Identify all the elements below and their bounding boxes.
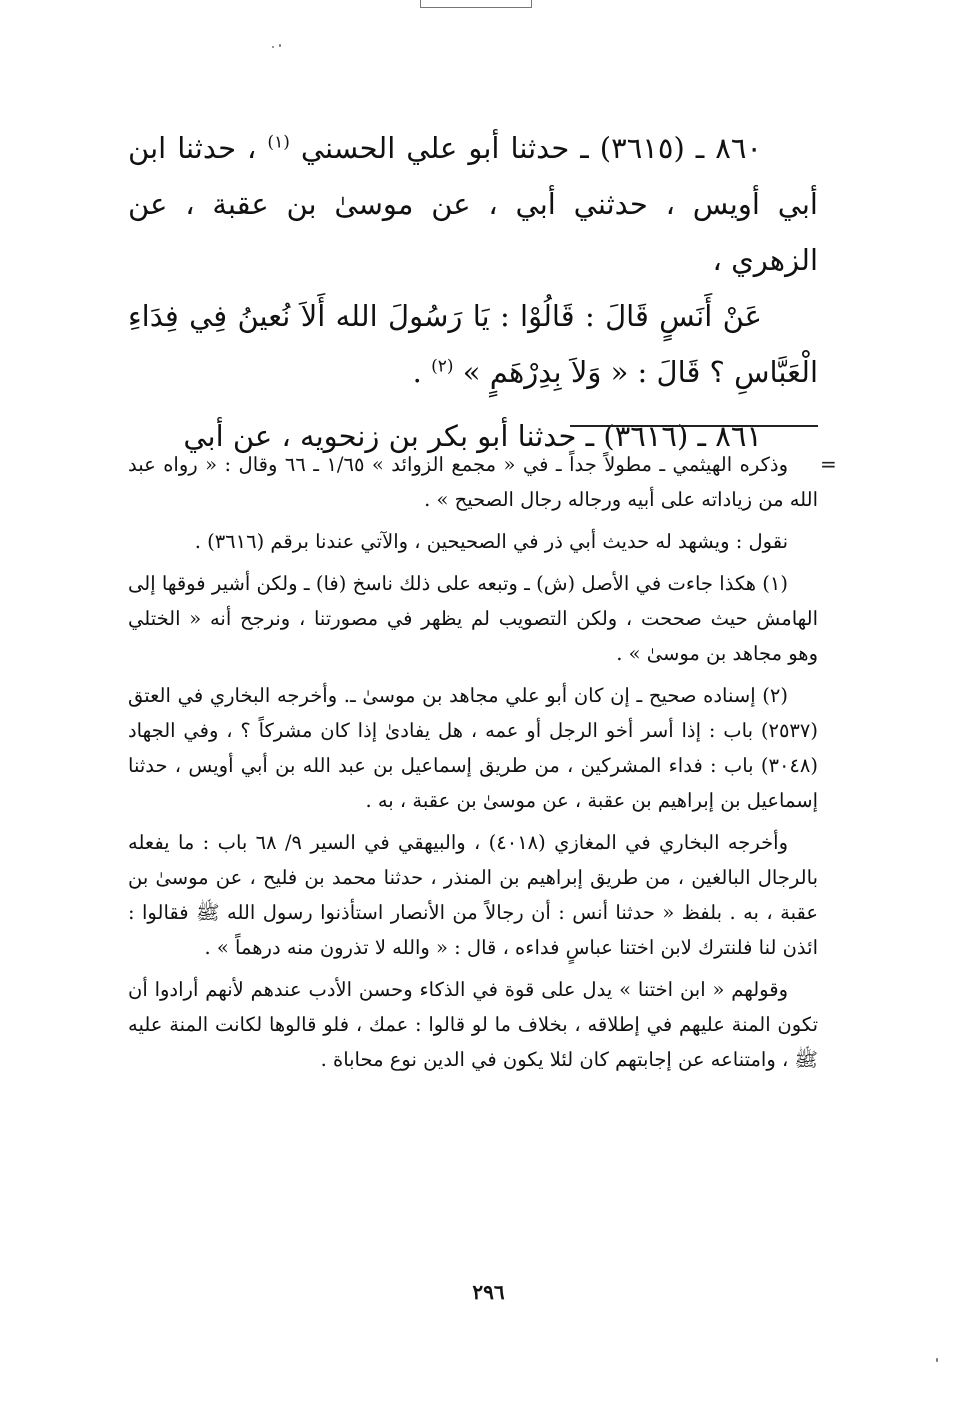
hadith-860-matn	[128, 288, 818, 400]
footnote-ref-1: (١)	[267, 132, 290, 153]
hadith-861: ٨٦١ ـ (٣٦١٦) ـ حدثنا أبو بكر بن زنحويه ، عن أبي	[183, 419, 762, 453]
scan-speck	[279, 44, 281, 47]
hadith-860	[128, 120, 818, 288]
matn-text: عَنْ أَنَسٍ قَالَ : قَالُوْا : يَا رَسُولَ الله أَلاَ نُعينُ فِي فِدَاءِ الْعَبَّاسِ ؟ قَالَ : « وَلاَ بِدِرْهَمٍ »	[128, 299, 818, 389]
main-text	[128, 120, 818, 464]
scan-speck	[936, 1358, 938, 1362]
footnote-1: (١) هكذا جاءت في الأصل (ش) ـ وتبعه على ذلك ناسخ (فا) ـ ولكن أشير فوقها إلى الهامش حيث صححت ، ولكن التصويب لم يظهر في مصورتنا ، ونرجح أنه « الختلي وهو مجاهد بن موسىٰ » .	[128, 572, 818, 665]
scan-speck	[272, 46, 274, 48]
page-number: ٢٩٦	[472, 1280, 505, 1304]
matn-end: .	[412, 355, 422, 389]
hadith-860-isnad: أبي أويس ، حدثني أبي ، عن موسىٰ بن عقبة ، عن الزهري ،	[128, 187, 818, 277]
hadith-860-text: ٨٦٠ ـ (٣٦١٥) ـ حدثنا أبو علي الحسني	[300, 131, 763, 165]
top-edge-mark	[420, 0, 532, 8]
footnote-2: (٢) إسناده صحيح ـ إن كان أبو علي مجاهد بن موسىٰ ـ. وأخرجه البخاري في العتق (٢٥٣٧) باب : إذا أسر أخو الرجل أو عمه ، هل يفادىٰ إذا كان مشركاً ؟ ، وفي الجهاد (٣٠٤٨) باب : فداء المشركين ، من طريق إسماعيل بن عبد الله بن أبي أويس ، حدثنا إسماعيل بن إبراهيم بن عقبة ، عن موسىٰ بن عقبة ، به .	[128, 684, 818, 812]
footnote-ref-2: (٢)	[431, 356, 454, 377]
continuation-mark: =	[820, 452, 837, 476]
footnote-divider	[570, 425, 818, 427]
footnote-continued-2: نقول : ويشهد له حديث أبي ذر في الصحيحين ، والآتي عندنا برقم (٣٦١٦) .	[194, 530, 788, 553]
hadith-860-text-end: ، حدثنا ابن	[128, 131, 257, 165]
footnote-continued-1: وذكره الهيثمي ـ مطولاً جداً ـ في « مجمع الزوائد » ١/٦٥ ـ ٦٦ وقال : « رواه عبد الله من زياداته على أبيه ورجاله رجال الصحيح » .	[128, 453, 818, 511]
footnote-2-para-3: وقولهم « ابن اختنا » يدل على قوة في الذكاء وحسن الأدب عندهم لأنهم أرادوا أن تكون المنة عليهم في إطلاقه ، بخلاف ما لو قالوا : عمك ، فلو قالوها لكانت المنة عليه ﷺ ، وامتناعه عن إجابتهم كان لئلا يكون في الدين نوع محاباة .	[128, 978, 818, 1071]
footnote-2-para-2: وأخرجه البخاري في المغازي (٤٠١٨) ، والبيهقي في السير ٩/ ٦٨ باب : ما يفعله بالرجال البالغين ، من طريق إبراهيم بن المنذر ، حدثنا محمد بن فليح ، عن موسىٰ بن عقبة ، به . بلفظ « حدثنا أنس : أن رجالاً من الأنصار استأذنوا رسول الله ﷺ فقالوا : ائذن لنا فلنترك لابن اختنا عباسٍ فداءه ، قال : « والله لا تذرون منه درهماً » .	[128, 831, 818, 959]
footnotes	[128, 447, 818, 1084]
